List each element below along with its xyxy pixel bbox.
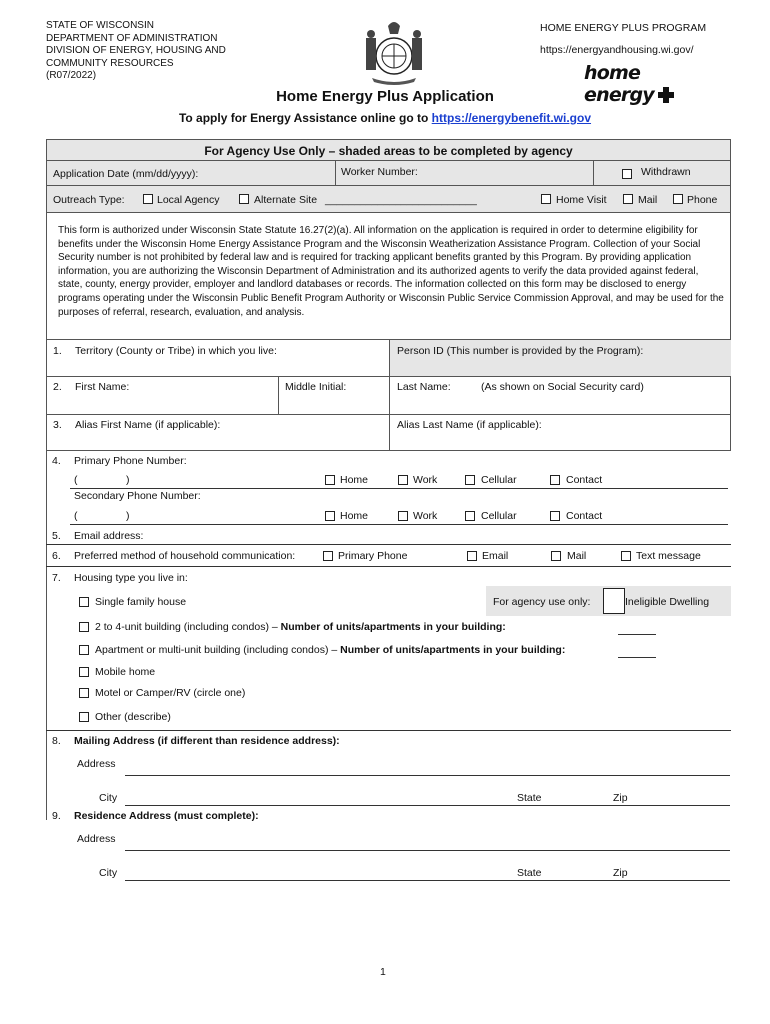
primary-contact-checkbox[interactable] bbox=[550, 475, 560, 485]
form-revision: (R07/2022) bbox=[46, 70, 97, 82]
pref-primary-phone-label: Primary Phone bbox=[338, 550, 408, 562]
units-label: Number of units/apartments in your building: bbox=[340, 644, 566, 656]
pref-email-checkbox[interactable] bbox=[467, 551, 477, 561]
agency-line: DIVISION OF ENERGY, HOUSING AND bbox=[46, 45, 226, 57]
alias-last-label: Alias Last Name (if applicable): bbox=[397, 419, 542, 431]
cellular-label: Cellular bbox=[481, 474, 517, 486]
q5-number: 5. bbox=[52, 530, 61, 542]
paren-open: ( bbox=[74, 510, 78, 522]
home-energy-plus-logo bbox=[584, 62, 704, 106]
secondary-phone-label: Secondary Phone Number: bbox=[74, 490, 201, 502]
pref-primary-phone-checkbox[interactable] bbox=[323, 551, 333, 561]
other-label: Other (describe) bbox=[95, 711, 171, 723]
q9-number: 9. bbox=[52, 810, 61, 822]
last-name-label: Last Name: bbox=[397, 381, 451, 393]
two-to-four-checkbox[interactable] bbox=[79, 622, 89, 632]
q8-number: 8. bbox=[52, 735, 61, 747]
residence-state-label: State bbox=[517, 867, 542, 879]
page-title: Home Energy Plus Application bbox=[276, 88, 494, 105]
housing-label: Housing type you live in: bbox=[74, 572, 188, 584]
q2-number: 2. bbox=[53, 381, 62, 393]
work-label: Work bbox=[413, 474, 438, 486]
mobile-home-label: Mobile home bbox=[95, 666, 156, 678]
mailing-address-line[interactable] bbox=[125, 775, 730, 776]
email-line[interactable] bbox=[46, 544, 731, 545]
two-to-four-label bbox=[95, 621, 506, 633]
pref-text-label: Text message bbox=[636, 550, 701, 562]
withdrawn-checkbox[interactable] bbox=[622, 169, 632, 179]
website-link[interactable]: https://energyandhousing.wi.gov/ bbox=[540, 44, 694, 56]
pref-email-label: Email bbox=[482, 550, 509, 562]
home-visit-label: Home Visit bbox=[556, 194, 607, 206]
residence-address-label: Residence Address (must complete): bbox=[74, 810, 259, 822]
secondary-contact-checkbox[interactable] bbox=[550, 511, 560, 521]
row-divider bbox=[46, 566, 731, 567]
divider bbox=[389, 377, 390, 414]
agency-use-heading-row bbox=[46, 139, 731, 161]
ineligible-dwelling-label: Ineligible Dwelling bbox=[625, 596, 710, 608]
outreach-type-label: Outreach Type: bbox=[53, 194, 125, 206]
mobile-home-checkbox[interactable] bbox=[79, 667, 89, 677]
mailing-zip-label: Zip bbox=[613, 792, 628, 804]
left-border bbox=[46, 450, 47, 820]
mailing-address-label: Mailing Address (if different than residence address): bbox=[74, 735, 340, 747]
paren-close: ) bbox=[126, 510, 130, 522]
agency-line: STATE OF WISCONSIN bbox=[46, 20, 154, 31]
other-checkbox[interactable] bbox=[79, 712, 89, 722]
home-visit-checkbox[interactable] bbox=[541, 194, 551, 204]
paren-close: ) bbox=[126, 474, 130, 486]
q3-number: 3. bbox=[53, 419, 62, 431]
phone-label: Phone bbox=[687, 194, 718, 206]
secondary-phone-line[interactable] bbox=[70, 524, 728, 525]
wisconsin-seal-icon bbox=[358, 16, 430, 88]
agency-header bbox=[46, 20, 226, 83]
pref-mail-checkbox[interactable] bbox=[551, 551, 561, 561]
territory-label: Territory (County or Tribe) in which you live: bbox=[75, 345, 277, 357]
apartment-text: Apartment or multi-unit building (including condos) – bbox=[95, 644, 338, 656]
home-label: Home bbox=[340, 474, 369, 486]
q1-row bbox=[46, 339, 731, 377]
secondary-cellular-checkbox[interactable] bbox=[465, 511, 475, 521]
apply-online-link[interactable]: https://energybenefit.wi.gov bbox=[431, 111, 592, 125]
residence-address-line[interactable] bbox=[125, 850, 730, 851]
secondary-work-checkbox[interactable] bbox=[398, 511, 408, 521]
email-label: Email address: bbox=[74, 530, 144, 542]
units-blank[interactable] bbox=[618, 634, 656, 635]
agency-line: COMMUNITY RESOURCES bbox=[46, 57, 174, 69]
pref-method-label: Preferred method of household communication: bbox=[74, 550, 296, 562]
primary-cellular-checkbox[interactable] bbox=[465, 475, 475, 485]
residence-address-field-label: Address bbox=[77, 833, 116, 845]
secondary-home-checkbox[interactable] bbox=[325, 511, 335, 521]
alternate-site-label: Alternate Site bbox=[254, 194, 318, 206]
mailing-address-field-label: Address bbox=[77, 758, 116, 770]
local-agency-checkbox[interactable] bbox=[143, 194, 153, 204]
q4-number: 4. bbox=[52, 455, 61, 467]
mailing-state-label: State bbox=[517, 792, 542, 804]
agency-row-2 bbox=[46, 185, 731, 213]
alternate-site-blank[interactable]: __________________________ bbox=[325, 194, 477, 206]
logo-text: home energy bbox=[584, 62, 654, 106]
program-name: HOME ENERGY PLUS PROGRAM bbox=[540, 22, 707, 34]
residence-city-label: City bbox=[99, 867, 118, 879]
agency-line: DEPARTMENT OF ADMINISTRATION bbox=[46, 32, 218, 44]
first-name-label: First Name: bbox=[75, 381, 130, 393]
page-number: 1 bbox=[380, 966, 386, 978]
divider bbox=[593, 161, 594, 185]
pref-mail-label: Mail bbox=[567, 550, 587, 562]
row-divider bbox=[46, 730, 731, 731]
primary-phone-line[interactable] bbox=[70, 488, 728, 489]
withdrawn-label: Withdrawn bbox=[641, 166, 691, 178]
motel-checkbox[interactable] bbox=[79, 688, 89, 698]
mailing-city-line[interactable] bbox=[125, 805, 730, 806]
subtitle-text: To apply for Energy Assistance online go to bbox=[178, 111, 429, 125]
q6-number: 6. bbox=[52, 550, 61, 562]
contact-label: Contact bbox=[566, 474, 603, 486]
paren-open: ( bbox=[74, 474, 78, 486]
motel-label: Motel or Camper/RV (circle one) bbox=[95, 687, 246, 699]
application-date-label: Application Date (mm/dd/yyyy): bbox=[53, 168, 199, 180]
alias-first-label: Alias First Name (if applicable): bbox=[75, 419, 221, 431]
divider bbox=[389, 415, 390, 450]
primary-phone-label: Primary Phone Number: bbox=[74, 455, 187, 467]
apartment-checkbox[interactable] bbox=[79, 645, 89, 655]
phone-checkbox[interactable] bbox=[673, 194, 683, 204]
single-family-label: Single family house bbox=[95, 596, 187, 608]
divider bbox=[278, 377, 279, 414]
units-blank[interactable] bbox=[618, 657, 656, 658]
middle-initial-label: Middle Initial: bbox=[285, 381, 347, 393]
two-to-four-text: 2 to 4-unit building (including condos) – bbox=[95, 621, 278, 633]
primary-home-checkbox[interactable] bbox=[325, 475, 335, 485]
contact-label: Contact bbox=[566, 510, 603, 522]
mail-checkbox[interactable] bbox=[623, 194, 633, 204]
q1-number: 1. bbox=[53, 345, 62, 357]
mailing-city-label: City bbox=[99, 792, 118, 804]
q3-row bbox=[46, 414, 731, 451]
worker-number-label: Worker Number: bbox=[341, 166, 418, 178]
authorization-text: This form is authorized under Wisconsin State Statute 16.27(2)(a). All information on the application is required in order to determine eligibility for benefits under the Wisconsin Home Energy Assistance Program and the Wisconsin Weatherization Assistance Program. Collection of your Social Security number is not prohibited by federal law and is required for tracking applicant benefits granted by this Program. By providing application information, you are authorizing the Wisconsin Department of Administration and its authorized agents to verify the data provided against federal, state, county, energy provider, employer and landlord databases or records. The information collected on this form may be disclosed to energy programs operating under the Wisconsin Public Benefit Program Authority or Wisconsin Public Service Commission Approval, and may be used for the purposes of referral, research, evaluation, and analysis. bbox=[58, 225, 724, 318]
page-subtitle bbox=[0, 111, 770, 125]
for-agency-use-label: For agency use only: bbox=[493, 596, 591, 608]
primary-work-checkbox[interactable] bbox=[398, 475, 408, 485]
work-label: Work bbox=[413, 510, 438, 522]
home-label: Home bbox=[340, 510, 369, 522]
units-label: Number of units/apartments in your building: bbox=[280, 621, 506, 633]
divider bbox=[335, 161, 336, 185]
cellular-label: Cellular bbox=[481, 510, 517, 522]
mail-label: Mail bbox=[638, 194, 658, 206]
person-id-label: Person ID (This number is provided by the Program): bbox=[397, 345, 644, 357]
residence-city-line[interactable] bbox=[125, 880, 730, 881]
alternate-site-checkbox[interactable] bbox=[239, 194, 249, 204]
q7-number: 7. bbox=[52, 572, 61, 584]
pref-text-checkbox[interactable] bbox=[621, 551, 631, 561]
agency-row-1 bbox=[46, 160, 731, 186]
local-agency-label: Local Agency bbox=[157, 194, 220, 206]
single-family-checkbox[interactable] bbox=[79, 597, 89, 607]
ssn-note: (As shown on Social Security card) bbox=[481, 381, 644, 393]
residence-zip-label: Zip bbox=[613, 867, 628, 879]
apartment-label bbox=[95, 644, 565, 656]
agency-use-heading: For Agency Use Only – shaded areas to be completed by agency bbox=[204, 144, 573, 158]
ineligible-dwelling-checkbox[interactable] bbox=[603, 588, 625, 614]
q2-row bbox=[46, 376, 731, 415]
